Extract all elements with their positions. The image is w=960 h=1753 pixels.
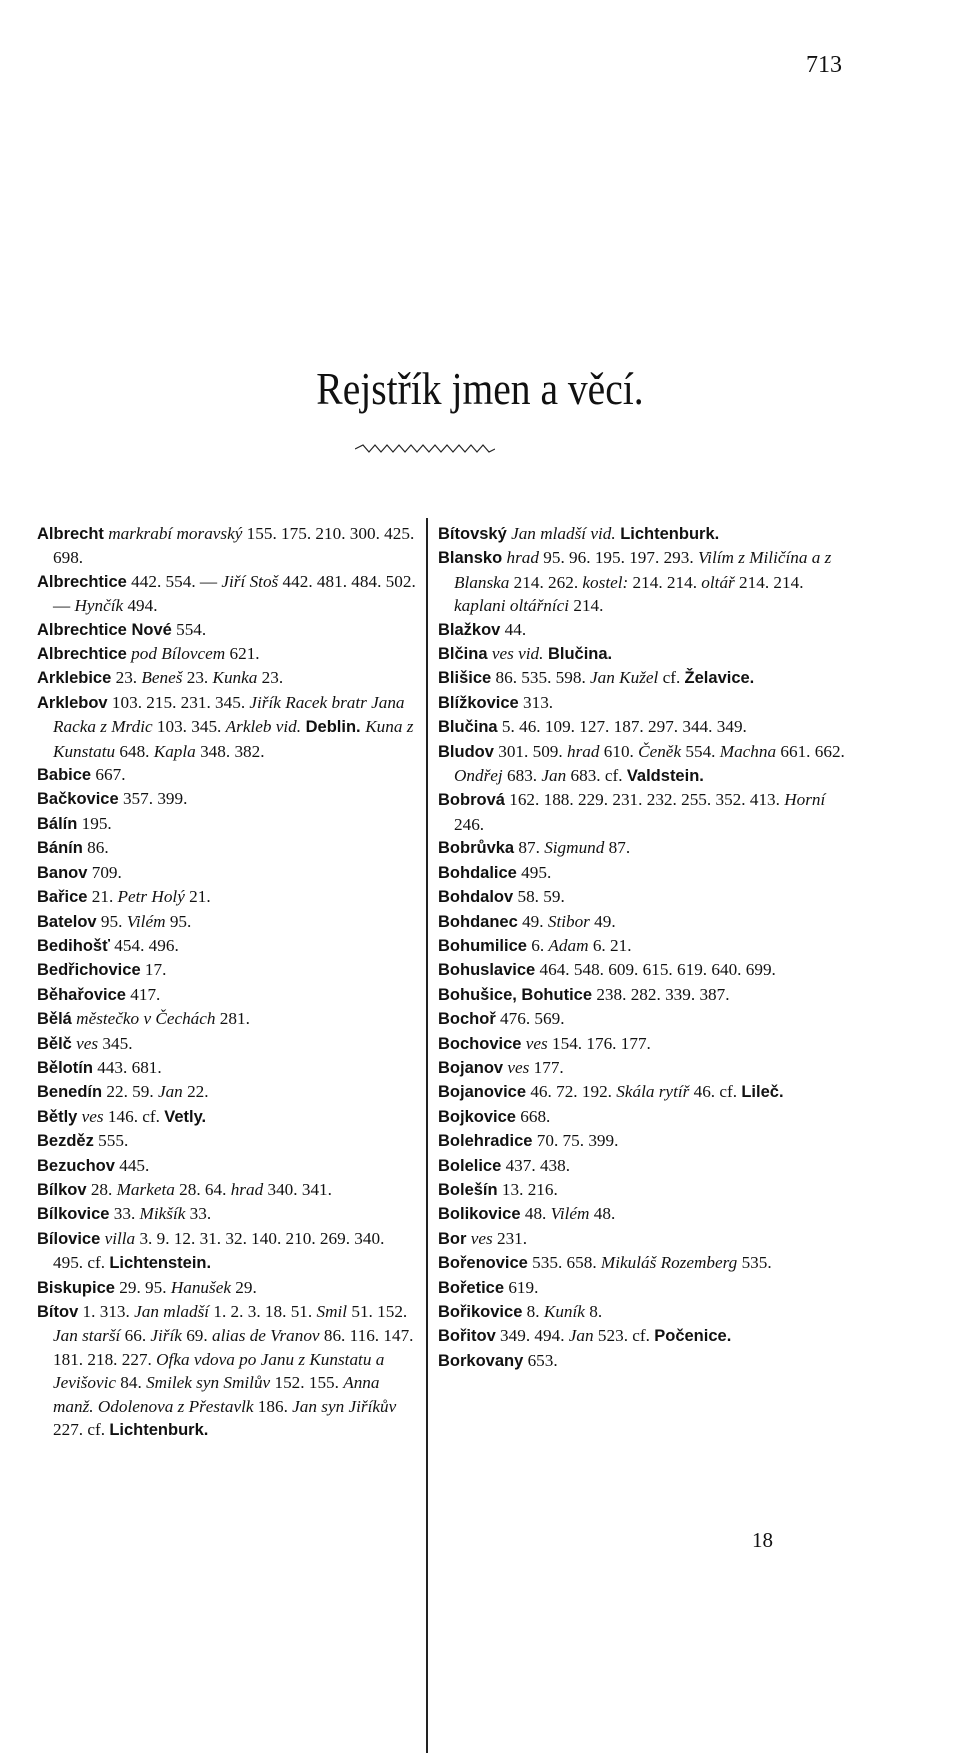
- entry-italic-text: Kapla: [153, 741, 196, 761]
- index-entry: [37, 861, 417, 885]
- entry-italic-text: Ondřej: [454, 766, 503, 786]
- entry-text: 231.: [492, 1228, 528, 1248]
- entry-italic-text: Hynčík: [74, 596, 124, 616]
- entry-text: 195.: [77, 813, 112, 833]
- entry-headword: Bochoř: [438, 1010, 496, 1029]
- entry-text: 29. 95.: [114, 1277, 171, 1297]
- entry-headword: Albrechtice: [37, 572, 127, 591]
- entry-headword: Arklebice: [37, 669, 112, 688]
- entry-headword: Lileč.: [741, 1083, 784, 1102]
- entry-text: 58. 59.: [513, 887, 565, 907]
- entry-headword: Albrecht: [37, 525, 104, 543]
- index-entry: [438, 861, 850, 885]
- entry-text: 154. 176. 177.: [547, 1033, 651, 1053]
- entry-headword: Bánín: [37, 839, 83, 858]
- entry-italic-text: Adam: [548, 935, 589, 955]
- index-entry: [438, 934, 850, 958]
- entry-text: 84.: [115, 1373, 147, 1393]
- entry-italic-text: Smil: [316, 1302, 348, 1321]
- page-title: Rejstřík jmen a věcí.: [316, 363, 644, 414]
- entry-text: 648.: [115, 741, 154, 761]
- entry-text: 443. 681.: [92, 1057, 162, 1077]
- entry-text: 437. 438.: [501, 1155, 571, 1175]
- index-entry: [438, 885, 850, 909]
- entry-italic-text: Jiřík: [150, 1326, 182, 1346]
- index-entry: [37, 983, 417, 1007]
- entry-headword: Albrechtice Nové: [37, 620, 172, 639]
- entry-text: 22. 59.: [102, 1082, 158, 1102]
- entry-headword: Bělotín: [37, 1058, 93, 1077]
- entry-headword: Bačkovice: [37, 790, 119, 809]
- entry-headword: Bolelice: [438, 1156, 502, 1175]
- entry-text: 6.: [526, 935, 549, 955]
- entry-headword: Lichtenburk.: [615, 525, 720, 543]
- entry-text: 103. 215. 231. 345.: [107, 692, 250, 712]
- entry-text: 340. 341.: [263, 1179, 332, 1199]
- entry-text: 44.: [500, 619, 527, 639]
- entry-text: 554.: [171, 619, 207, 639]
- entry-italic-text: Kuník: [543, 1302, 585, 1321]
- entry-headword: Bětly: [37, 1107, 78, 1126]
- entry-italic-text: Jan: [157, 1082, 183, 1102]
- entry-headword: Bedihošť: [37, 936, 110, 955]
- entry-headword: Počenice.: [654, 1327, 732, 1346]
- index-entry: [438, 958, 850, 982]
- entry-text: 535. 658.: [527, 1253, 601, 1273]
- entry-headword: Bořikovice: [438, 1303, 523, 1321]
- index-entry: [37, 1032, 417, 1056]
- entry-text: 610.: [599, 741, 639, 761]
- entry-text: 1. 313.: [78, 1302, 135, 1321]
- entry-italic-text: Beneš: [141, 668, 183, 688]
- index-entry: [37, 812, 417, 836]
- entry-italic-text: Sigmund: [544, 838, 605, 858]
- entry-headword: Bořitov: [438, 1327, 496, 1346]
- entry-headword: Blučina.: [543, 645, 613, 664]
- entry-italic-text: Mikuláš Rozemberg: [600, 1253, 738, 1273]
- entry-text: 177.: [529, 1057, 564, 1077]
- entry-text: 301. 509.: [493, 741, 567, 761]
- entry-headword: Bílkov: [37, 1180, 87, 1199]
- entry-headword: Bohdalice: [438, 863, 517, 882]
- entry-headword: Babice: [37, 766, 92, 785]
- entry-text: 442. 481. 484. 502. —: [53, 571, 416, 616]
- entry-text: 8.: [584, 1302, 603, 1321]
- entry-italic-text: Kuna z Kunstatu: [53, 717, 414, 761]
- entry-italic-text: městečko v Čechách: [71, 1009, 216, 1029]
- entry-headword: Benedín: [37, 1083, 103, 1102]
- entry-headword: Bělč: [37, 1034, 72, 1053]
- entry-text: 227. cf.: [53, 1420, 110, 1440]
- entry-text: 33.: [185, 1204, 212, 1224]
- entry-text: 28. 64.: [174, 1179, 231, 1199]
- index-entry: [438, 691, 850, 715]
- entry-text: 214. 214.: [734, 572, 804, 592]
- index-entry: [438, 1032, 850, 1056]
- entry-headword: Bojanov: [438, 1058, 504, 1077]
- entry-text: 70. 75. 399.: [532, 1131, 619, 1151]
- index-entry: [438, 1202, 850, 1226]
- index-entry: [438, 910, 850, 934]
- entry-text: 555.: [93, 1131, 129, 1151]
- entry-headword: Blížkovice: [438, 693, 519, 712]
- index-entry: [37, 1227, 417, 1276]
- entry-text: 86.: [82, 838, 109, 858]
- entry-text: 554.: [681, 741, 720, 761]
- entry-text: 495.: [516, 862, 552, 882]
- entry-text: 8.: [522, 1302, 544, 1321]
- entry-italic-text: markrabí moravský: [103, 524, 243, 543]
- entry-headword: Bařice: [37, 888, 88, 907]
- entry-headword: Bohdanec: [438, 912, 518, 931]
- entry-italic-text: Mikšík: [139, 1204, 186, 1224]
- ornament-flourish: [355, 442, 495, 456]
- entry-headword: Bedřichovice: [37, 961, 141, 980]
- entry-italic-text: Čeněk: [638, 741, 682, 761]
- entry-text: 103. 345.: [152, 717, 226, 737]
- index-entry: [37, 1129, 417, 1153]
- index-entry: [37, 1080, 417, 1104]
- entry-text: 23.: [111, 668, 142, 688]
- entry-italic-text: Arkleb vid.: [225, 717, 302, 737]
- index-entry: [37, 836, 417, 860]
- index-entry: [37, 934, 417, 958]
- entry-headword: Bořenovice: [438, 1254, 528, 1273]
- index-entry: [438, 642, 850, 666]
- entry-text: 23.: [257, 668, 284, 688]
- entry-text: 46. 72. 192.: [526, 1082, 617, 1102]
- index-entry: [37, 1105, 417, 1129]
- entry-text: 49.: [589, 911, 616, 931]
- entry-italic-text: Vilém: [126, 911, 166, 931]
- entry-italic-text: kaplani oltářníci: [454, 596, 570, 616]
- entry-text: 349. 494.: [495, 1326, 569, 1346]
- entry-text: 86. 116. 147. 181. 218. 227.: [53, 1326, 414, 1369]
- entry-italic-text: Jan mladší: [134, 1302, 210, 1321]
- index-entry: [37, 1300, 417, 1442]
- index-entry: [438, 983, 850, 1007]
- entry-headword: Bochovice: [438, 1034, 522, 1053]
- entry-text: 683.: [502, 766, 542, 786]
- entry-italic-text: Petr Holý: [117, 887, 185, 907]
- entry-text: 214.: [569, 596, 604, 616]
- entry-headword: Bohušice, Bohutice: [438, 985, 593, 1004]
- entry-italic-text: Jan: [541, 766, 567, 786]
- entry-italic-text: ves: [71, 1033, 99, 1053]
- entry-headword: Bolešín: [438, 1180, 498, 1199]
- index-entry: [37, 787, 417, 811]
- column-divider: [426, 518, 428, 1753]
- index-entry: [438, 1154, 850, 1178]
- entry-italic-text: Horní: [784, 790, 826, 810]
- entry-headword: Bílkovice: [37, 1205, 110, 1224]
- index-entry: [438, 1276, 850, 1300]
- entry-headword: Bezděz: [37, 1132, 94, 1151]
- entry-headword: Bojkovice: [438, 1107, 516, 1126]
- index-entry: [438, 836, 850, 860]
- entry-headword: Blčina: [438, 645, 488, 664]
- entry-headword: Bobrůvka: [438, 839, 515, 858]
- entry-text: 668.: [515, 1106, 551, 1126]
- entry-headword: Běhařovice: [37, 985, 126, 1004]
- entry-text: 69.: [181, 1326, 212, 1346]
- entry-text: cf.: [658, 668, 685, 688]
- entry-italic-text: Marketa: [116, 1179, 175, 1199]
- entry-text: 46. cf.: [689, 1082, 742, 1102]
- index-column-right: [438, 522, 850, 1373]
- entry-headword: Bohumilice: [438, 936, 527, 955]
- entry-text: 5. 46. 109. 127. 187. 297. 344. 349.: [497, 717, 747, 737]
- entry-text: 357. 399.: [118, 789, 188, 809]
- entry-headword: Batelov: [37, 912, 97, 931]
- entry-headword: Borkovany: [438, 1351, 524, 1370]
- entry-italic-text: ves: [466, 1228, 493, 1248]
- entry-italic-text: Vilím z Miličína a z Blanska: [454, 548, 832, 592]
- entry-text: 86. 535. 598.: [491, 668, 591, 688]
- entry-text: 535.: [737, 1253, 772, 1273]
- index-entry: [37, 958, 417, 982]
- entry-italic-text: Jan starší: [53, 1326, 121, 1346]
- entry-text: 1. 2. 3. 18. 51.: [209, 1302, 317, 1321]
- entry-text: 87.: [514, 838, 545, 858]
- index-entry: [438, 1227, 850, 1251]
- index-entry: [37, 1007, 417, 1031]
- entry-italic-text: Stibor: [547, 911, 590, 931]
- entry-italic-text: Smilek syn Smilův: [146, 1373, 271, 1393]
- entry-headword: Blansko: [438, 549, 503, 568]
- entry-text: 49.: [517, 911, 548, 931]
- entry-text: 653.: [523, 1350, 558, 1370]
- entry-headword: Bor: [438, 1229, 467, 1248]
- index-entry: [438, 715, 850, 739]
- entry-headword: Valdstein.: [626, 767, 704, 786]
- entry-headword: Blučina: [438, 718, 498, 737]
- entry-text: 48.: [589, 1204, 616, 1224]
- entry-text: 667.: [91, 765, 126, 785]
- entry-italic-text: ves: [521, 1033, 548, 1053]
- entry-italic-text: ves: [77, 1106, 104, 1126]
- entry-text: 51. 152.: [347, 1302, 408, 1321]
- entry-text: 417.: [125, 984, 161, 1004]
- entry-text: 87.: [604, 838, 631, 858]
- entry-headword: Bolikovice: [438, 1205, 521, 1224]
- entry-text: 21.: [184, 887, 211, 907]
- entry-text: 238. 282. 339. 387.: [592, 984, 730, 1004]
- index-entry: [37, 1056, 417, 1080]
- entry-italic-text: Vilém: [550, 1204, 590, 1224]
- entry-italic-text: Ofka vdova po Janu z Kunstatu a Jevišovic: [53, 1349, 385, 1393]
- index-entry: [438, 1324, 850, 1348]
- entry-text: 214. 262.: [509, 572, 583, 592]
- entry-headword: Banov: [37, 863, 88, 882]
- index-entry: [438, 1056, 850, 1080]
- entry-headword: Bobrová: [438, 791, 505, 810]
- index-entry: [438, 522, 850, 546]
- entry-text: 476. 569.: [495, 1009, 565, 1029]
- entry-italic-text: Jan syn Jiříkův: [292, 1396, 397, 1416]
- entry-text: 175. 210. 300. 425. 698.: [53, 524, 415, 568]
- entry-headword: Lichtenburk.: [109, 1421, 209, 1440]
- entry-italic-text: hrad: [566, 741, 600, 761]
- entry-italic-text: Hanušek: [170, 1277, 231, 1297]
- index-entry: [37, 1202, 417, 1226]
- index-entry: [438, 1105, 850, 1129]
- entry-headword: Deblin.: [301, 718, 366, 737]
- entry-text: 6. 21.: [588, 935, 632, 955]
- entry-italic-text: oltář: [701, 572, 735, 592]
- entry-italic-text: Jan mladší vid.: [506, 524, 616, 543]
- entry-text: 146. cf.: [103, 1106, 165, 1126]
- entry-italic-text: hrad: [502, 548, 539, 568]
- entry-headword: Blažkov: [438, 620, 501, 639]
- entry-text: 345.: [98, 1033, 133, 1053]
- entry-italic-text: ves: [503, 1057, 530, 1077]
- index-entry: [37, 1154, 417, 1178]
- index-entry: [37, 691, 417, 763]
- entry-text: 313.: [518, 692, 554, 712]
- entry-italic-text: Jiří Stoš: [221, 571, 279, 591]
- entry-headword: Bítovský: [438, 525, 507, 543]
- entry-italic-text: villa: [100, 1228, 136, 1248]
- index-entry: [438, 788, 850, 836]
- index-entry: [37, 1178, 417, 1202]
- entry-headword: Bořetice: [438, 1278, 505, 1297]
- index-entry: [37, 666, 417, 690]
- index-entry: [37, 910, 417, 934]
- index-entry: [438, 546, 850, 617]
- entry-headword: Bolehradice: [438, 1132, 533, 1151]
- entry-text: 17.: [140, 960, 167, 980]
- entry-text: 683. cf.: [566, 766, 627, 786]
- entry-italic-text: ves vid.: [487, 644, 544, 664]
- entry-text: 95. 96. 195. 197. 293.: [538, 548, 698, 568]
- entry-text: 348. 382.: [195, 741, 265, 761]
- entry-italic-text: pod Bílovcem: [126, 644, 226, 664]
- entry-headword: Bludov: [438, 742, 494, 761]
- entry-headword: Bojanovice: [438, 1083, 527, 1102]
- entry-text: 494.: [123, 596, 158, 616]
- entry-text: 33.: [109, 1204, 140, 1224]
- entry-headword: Vetly.: [164, 1107, 207, 1126]
- entry-text: 454. 496.: [110, 935, 179, 955]
- index-column-left: [37, 522, 417, 1442]
- entry-text: 22.: [182, 1082, 209, 1102]
- entry-text: 246.: [454, 814, 485, 834]
- entry-text: 95.: [96, 911, 127, 931]
- entry-italic-text: alias de Vranov: [211, 1326, 320, 1346]
- index-entry: [37, 885, 417, 909]
- entry-italic-text: kostel:: [582, 572, 629, 592]
- entry-italic-text: hrad: [230, 1179, 264, 1199]
- entry-headword: Bálín: [37, 814, 78, 833]
- entry-text: 95.: [165, 911, 192, 931]
- entry-headword: Arklebov: [37, 693, 108, 712]
- entry-text: 619.: [504, 1277, 539, 1297]
- index-entry: [438, 740, 850, 789]
- entry-italic-text: Anna manž. Odolenova z Přestavlk: [53, 1373, 380, 1416]
- printer-signature: 18: [752, 1528, 773, 1552]
- index-entry: [438, 1080, 850, 1104]
- index-entry: [438, 1129, 850, 1153]
- entry-text: 162. 188. 229. 231. 232. 255. 352. 413.: [504, 790, 785, 810]
- entry-text: 709.: [87, 862, 122, 882]
- index-entry: [438, 1251, 850, 1275]
- index-entry: [37, 522, 417, 570]
- entry-text: 29.: [230, 1277, 257, 1297]
- index-entry: [438, 1178, 850, 1202]
- index-entry: [37, 618, 417, 642]
- entry-italic-text: Skála rytíř: [616, 1082, 690, 1102]
- entry-italic-text: Kunka: [212, 668, 258, 688]
- index-entry: [37, 642, 417, 666]
- entry-headword: Albrechtice: [37, 645, 127, 664]
- index-entry: [438, 1300, 850, 1324]
- entry-headword: Bohdalov: [438, 888, 514, 907]
- entry-text: 445.: [114, 1155, 150, 1175]
- entry-italic-text: Jan: [568, 1326, 594, 1346]
- entry-headword: Blišice: [438, 669, 492, 688]
- entry-text: 186.: [253, 1396, 293, 1416]
- entry-headword: Bezuchov: [37, 1156, 115, 1175]
- entry-text: 155.: [242, 524, 277, 543]
- index-entry: [438, 618, 850, 642]
- entry-italic-text: Jiřík Racek bratr Jana Racka z Mrdic: [53, 692, 405, 737]
- index-entry: [438, 1349, 850, 1373]
- page-number: 713: [806, 52, 842, 78]
- entry-headword: Bohuslavice: [438, 961, 536, 980]
- entry-text: 48.: [520, 1204, 551, 1224]
- entry-text: 152. 155.: [270, 1373, 344, 1393]
- entry-text: 621.: [225, 644, 260, 664]
- entry-text: 661. 662.: [776, 741, 845, 761]
- index-entry: [37, 570, 417, 618]
- entry-text: 28.: [86, 1179, 117, 1199]
- entry-text: 3. 9. 12. 31. 32. 140. 210. 269. 340. 495. cf.: [53, 1228, 385, 1273]
- entry-text: 523. cf.: [593, 1326, 655, 1346]
- index-entry: [37, 1276, 417, 1300]
- entry-text: 281.: [215, 1009, 250, 1029]
- entry-text: 464. 548. 609. 615. 619. 640. 699.: [535, 960, 776, 980]
- entry-headword: Lichtenstein.: [109, 1254, 212, 1273]
- entry-headword: Želavice.: [684, 669, 755, 688]
- entry-text: 23.: [182, 668, 213, 688]
- entry-headword: Biskupice: [37, 1278, 115, 1297]
- entry-text: 442. 554. —: [126, 571, 222, 591]
- entry-text: 214. 214.: [628, 572, 702, 592]
- entry-text: 66.: [120, 1326, 151, 1346]
- entry-text: 13. 216.: [497, 1179, 558, 1199]
- entry-text: 21.: [87, 887, 118, 907]
- entry-italic-text: Machna: [719, 741, 777, 761]
- entry-headword: Bělá: [37, 1010, 72, 1029]
- index-entry: [438, 1007, 850, 1031]
- entry-headword: Bílovice: [37, 1229, 101, 1248]
- index-entry: [438, 666, 850, 690]
- entry-italic-text: Jan Kužel: [590, 668, 659, 688]
- index-entry: [37, 763, 417, 787]
- entry-headword: Bítov: [37, 1303, 79, 1321]
